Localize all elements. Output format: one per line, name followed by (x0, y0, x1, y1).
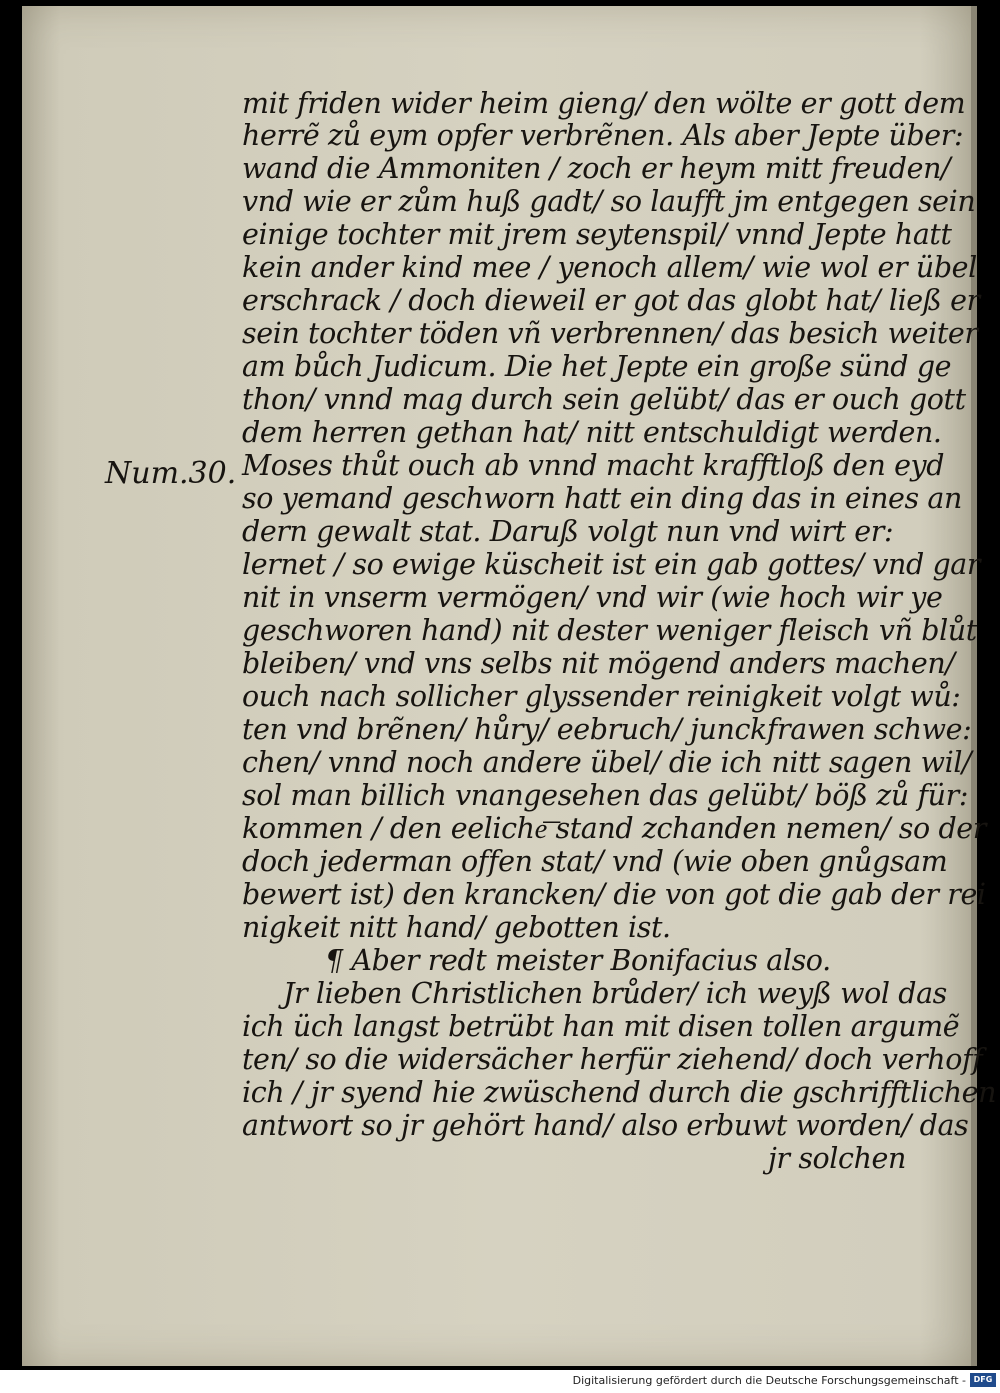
text-line: ten/ so die widersächer herfür ziehend/ doch verhoff (242, 1043, 983, 1076)
text-line: mit friden wider heim gieng/ den wölte er gott dem (242, 87, 966, 120)
text-line: sol man billich vnangesehen das gelübt/ böß zů für: (242, 779, 969, 812)
text-line: chen/ vnnd noch andere übel/ die ich nitt sagen wil/ (242, 746, 972, 779)
text-line: dern gewalt stat. Daruß volgt nun vnd wirt er: (242, 515, 894, 548)
footer-bar (0, 1370, 1000, 1393)
text-line: sein tochter töden vñ verbrennen/ das besich weiter (242, 317, 978, 350)
catchword: jr solchen (768, 1142, 906, 1175)
text-line: kein ander kind mee / yenoch allem/ wie wol er übel (242, 251, 977, 284)
text-line: bleiben/ vnd vns selbs nit mögend anders machen/ (242, 647, 955, 680)
text-line: dem herren gethan hat/ nitt entschuldigt werden. (242, 416, 942, 449)
text-line: lernet / so ewige küscheit ist ein gab gottes/ vnd gar (242, 548, 981, 581)
text-line: erschrack / doch dieweil er got das globt hat/ ließ er (242, 284, 980, 317)
text-line: nit in vnserm vermögen/ vnd wir (wie hoch wir ye (242, 581, 943, 614)
text-line: Jr lieben Christlichen brůder/ ich weyß wol das (283, 977, 947, 1010)
text-line: doch jederman offen stat/ vnd (wie oben gnůgsam (242, 845, 948, 878)
footer-credit: Digitalisierung gefördert durch die Deutsche Forschungsgemeinschaft - (572, 1374, 966, 1387)
text-line: kommen / den eeliche͞ stand zchanden nemen/ so der (242, 812, 986, 845)
text-line: am bůch Judicum. Die het Jepte ein große sünd ge (242, 350, 952, 383)
text-line: ten vnd brẽnen/ hůry/ eebruch/ junckfrawen schwe: (242, 713, 972, 746)
text-line: einige tochter mit jrem seytenspil/ vnnd Jepte hatt (242, 218, 952, 251)
text-line: ouch nach sollicher glyssender reinigkeit volgt wů: (242, 680, 961, 713)
text-line: ich üch langst betrübt han mit disen tollen argumẽ (242, 1010, 960, 1043)
text-line: ich / jr syend hie zwüschend durch die gschrifftlichen (242, 1076, 997, 1109)
text-line: nigkeit nitt hand/ gebotten ist. (242, 911, 671, 944)
text-line: herrẽ zů eym opfer verbrẽnen. Als aber Jepte über: (242, 119, 964, 152)
text-line: bewert ist) den krancken/ die von got die gab der rei (242, 878, 986, 911)
text-line: Moses thůt ouch ab vnnd macht krafftloß den eyd (242, 449, 945, 482)
text-line: so yemand geschworn hatt ein ding das in eines an (242, 482, 962, 515)
section-heading: ¶ Aber redt meister Bonifacius also. (325, 944, 831, 977)
text-line: antwort so jr gehört hand/ also erbuwt worden/ das (242, 1109, 969, 1142)
margin-note: Num.30. (105, 456, 237, 491)
text-line: wand die Ammoniten / zoch er heym mitt freuden/ (242, 152, 951, 185)
text-line: thon/ vnnd mag durch sein gelübt/ das er ouch gott (242, 383, 966, 416)
dfg-logo: DFG (970, 1373, 996, 1387)
text-line: geschworen hand) nit dester weniger fleisch vñ blůt (242, 614, 977, 647)
text-line: vnd wie er zům huß gadt/ so laufft jm entgegen sein (242, 185, 976, 218)
